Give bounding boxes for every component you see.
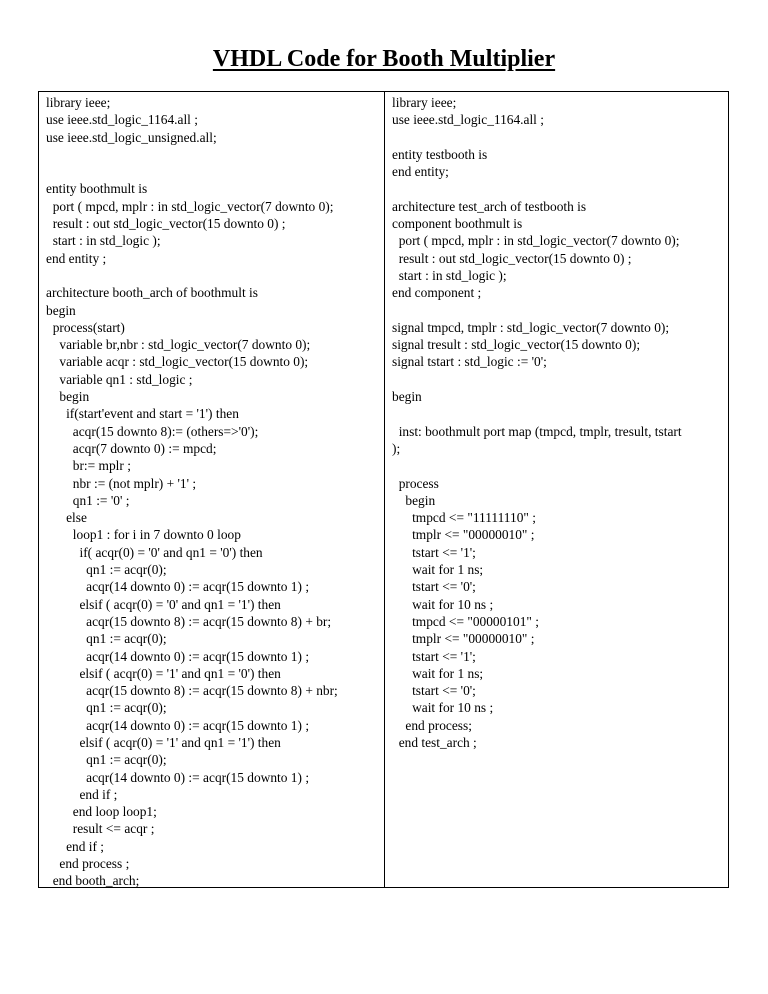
code-line: ); <box>392 440 401 456</box>
code-line: nbr := (not mplr) + '1' ; <box>46 475 197 491</box>
code-line: signal tmpcd, tmplr : std_logic_vector(7 downto 0); <box>392 319 670 335</box>
code-line: end loop loop1; <box>46 804 157 820</box>
code-line: qn1 := '0' ; <box>46 492 130 508</box>
code-line: if( acqr(0) = '0' and qn1 = '0') then <box>46 544 263 560</box>
code-line: acqr(14 downto 0) := acqr(15 downto 1) ; <box>46 579 310 595</box>
code-line: result <= acqr ; <box>46 821 155 837</box>
code-line: end if ; <box>46 838 105 854</box>
code-line: loop1 : for i in 7 downto 0 loop <box>46 527 241 543</box>
code-line: acqr(14 downto 0) := acqr(15 downto 1) ; <box>46 648 310 664</box>
code-line: elsif ( acqr(0) = '1' and qn1 = '1') then <box>46 734 281 750</box>
code-line: else <box>46 510 87 526</box>
code-line: inst: boothmult port map (tmpcd, tmplr, tresult, tstart <box>392 423 682 439</box>
code-line: qn1 := acqr(0); <box>46 631 167 647</box>
code-line <box>46 267 382 284</box>
code-line: process(start) <box>46 319 125 335</box>
code-line: variable qn1 : std_logic ; <box>46 371 193 387</box>
code-line: use ieee.std_logic_1164.all ; <box>46 112 198 128</box>
code-line: tmpcd <= "00000101" ; <box>392 613 539 629</box>
code-line: library ieee; <box>46 95 111 110</box>
code-line: use ieee.std_logic_1164.all ; <box>392 112 544 128</box>
code-table <box>38 91 729 888</box>
code-line <box>46 163 382 180</box>
booth-multiplier-code-column <box>39 92 385 887</box>
code-line: if(start'event and start = '1') then <box>46 406 239 422</box>
code-line: result : out std_logic_vector(15 downto 0) ; <box>46 216 286 232</box>
code-line: end booth_arch; <box>46 873 140 887</box>
code-line: wait for 10 ns ; <box>392 700 494 716</box>
code-line: acqr(15 downto 8):= (others=>'0'); <box>46 423 259 439</box>
code-line: port ( mpcd, mplr : in std_logic_vector(7 downto 0); <box>392 233 680 249</box>
code-line: begin <box>392 492 436 508</box>
code-line <box>392 302 726 319</box>
code-line: tstart <= '1'; <box>392 544 476 560</box>
code-line: qn1 := acqr(0); <box>46 562 167 578</box>
code-line: tstart <= '0'; <box>392 579 476 595</box>
code-line: wait for 10 ns ; <box>392 596 494 612</box>
code-line: wait for 1 ns; <box>392 562 484 578</box>
code-line: begin <box>46 389 90 405</box>
code-line: end entity; <box>392 164 449 180</box>
code-line <box>392 180 726 197</box>
code-line: end entity ; <box>46 250 107 266</box>
code-line: tstart <= '0'; <box>392 683 476 699</box>
code-line: result : out std_logic_vector(15 downto 0) ; <box>392 250 632 266</box>
code-line: tmplr <= "00000010" ; <box>392 527 535 543</box>
code-line: tmpcd <= "11111110" ; <box>392 510 536 526</box>
code-line: signal tstart : std_logic := '0'; <box>392 354 547 370</box>
code-line: entity boothmult is <box>46 181 148 197</box>
code-line: variable acqr : std_logic_vector(15 downto 0); <box>46 354 309 370</box>
code-line: component boothmult is <box>392 216 523 232</box>
code-line: architecture booth_arch of boothmult is <box>46 285 258 301</box>
code-line <box>46 146 382 163</box>
code-line: start : in std_logic ); <box>392 267 507 283</box>
code-line <box>392 129 726 146</box>
code-line: library ieee; <box>392 95 457 110</box>
code-line: start : in std_logic ); <box>46 233 161 249</box>
code-line: end process ; <box>46 856 130 872</box>
code-line: entity testbooth is <box>392 146 488 162</box>
code-line <box>392 371 726 388</box>
code-line: qn1 := acqr(0); <box>46 700 167 716</box>
code-line: architecture test_arch of testbooth is <box>392 198 587 214</box>
code-line: process <box>392 475 439 491</box>
code-line: acqr(7 downto 0) := mpcd; <box>46 440 217 456</box>
code-line: end process; <box>392 717 472 733</box>
code-line: use ieee.std_logic_unsigned.all; <box>46 129 217 145</box>
code-line: wait for 1 ns; <box>392 665 484 681</box>
code-line: elsif ( acqr(0) = '0' and qn1 = '1') then <box>46 596 281 612</box>
code-line: qn1 := acqr(0); <box>46 752 167 768</box>
code-line: tmplr <= "00000010" ; <box>392 631 535 647</box>
code-line: acqr(14 downto 0) := acqr(15 downto 1) ; <box>46 717 310 733</box>
code-line: begin <box>392 389 422 405</box>
code-line <box>392 457 726 474</box>
code-line: end if ; <box>46 786 118 802</box>
code-line: br:= mplr ; <box>46 458 131 474</box>
code-line: acqr(15 downto 8) := acqr(15 downto 8) + br; <box>46 613 332 629</box>
code-line: elsif ( acqr(0) = '1' and qn1 = '0') then <box>46 665 281 681</box>
code-line: variable br,nbr : std_logic_vector(7 downto 0); <box>46 337 311 353</box>
code-line: signal tresult : std_logic_vector(15 downto 0); <box>392 337 641 353</box>
code-line: acqr(14 downto 0) := acqr(15 downto 1) ; <box>46 769 310 785</box>
code-line: acqr(15 downto 8) := acqr(15 downto 8) + nbr; <box>46 683 338 699</box>
code-line: tstart <= '1'; <box>392 648 476 664</box>
testbench-code-column <box>385 92 728 887</box>
code-line: end test_arch ; <box>392 734 477 750</box>
code-line: port ( mpcd, mplr : in std_logic_vector(7 downto 0); <box>46 198 334 214</box>
page-title: VHDL Code for Booth Multiplier <box>212 46 556 72</box>
code-line: begin <box>46 302 76 318</box>
code-line <box>392 405 726 422</box>
code-line: end component ; <box>392 285 482 301</box>
